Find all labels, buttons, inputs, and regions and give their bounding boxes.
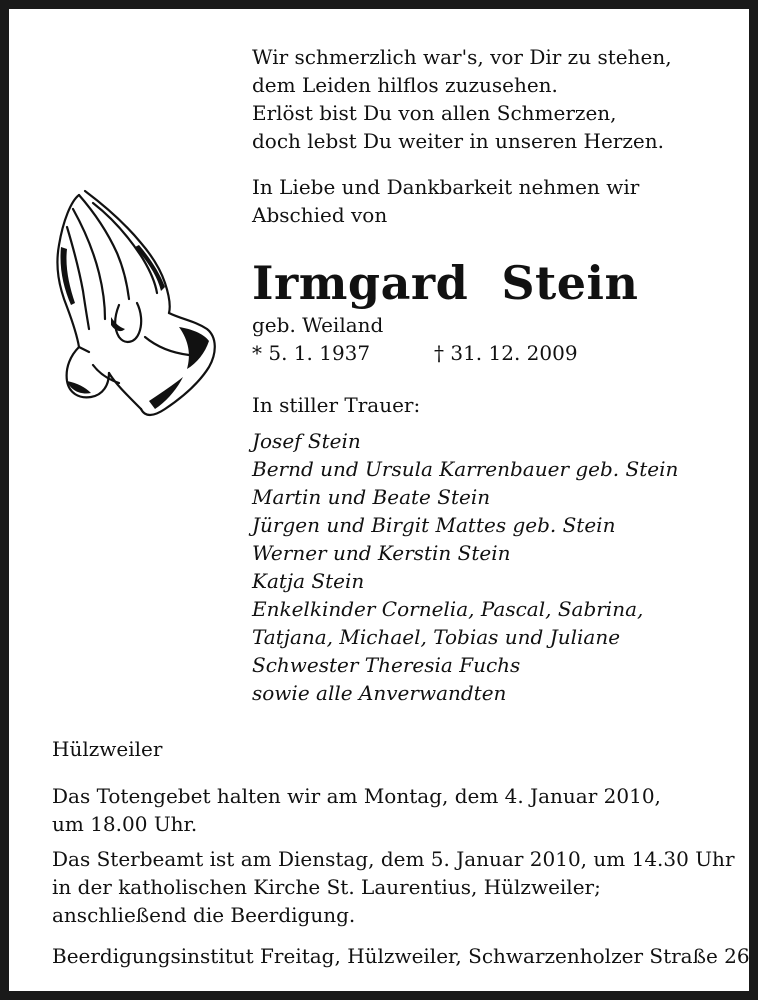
place-name: Hülzweiler: [52, 737, 163, 761]
notice-line: anschließend die Beerdigung.: [52, 903, 356, 927]
death-date: † 31. 12. 2009: [434, 341, 578, 365]
poem-line: doch lebst Du weiter in unseren Herzen.: [252, 129, 664, 153]
undertaker-info: Beerdigungsinstitut Freitag, Hülzweiler, Schwarzenholzer Straße 26: [52, 944, 750, 968]
mourner-line: Bernd und Ursula Karrenbauer geb. Stein: [252, 457, 679, 481]
intro-line: Abschied von: [252, 203, 388, 227]
notice-line: Das Sterbeamt ist am Dienstag, dem 5. Januar 2010, um 14.30 Uhr: [52, 847, 735, 871]
intro-line: In Liebe und Dankbarkeit nehmen wir: [252, 175, 640, 199]
birth-name: geb. Weiland: [252, 313, 384, 337]
intro-text: [252, 173, 639, 229]
birth-date: * 5. 1. 1937: [252, 341, 371, 365]
mourner-line: sowie alle Anverwandten: [252, 681, 507, 705]
mourner-line: Josef Stein: [252, 429, 361, 453]
mourner-line: Katja Stein: [252, 569, 365, 593]
notice-line: in der katholischen Kirche St. Laurentius, Hülzweiler;: [52, 875, 601, 899]
funeral-notice: [52, 845, 735, 929]
notice-line: um 18.00 Uhr.: [52, 812, 198, 836]
mourner-line: Werner und Kerstin Stein: [252, 541, 511, 565]
mourner-line: Schwester Theresia Fuchs: [252, 653, 521, 677]
prayer-notice: [52, 782, 661, 838]
memorial-poem: [252, 43, 672, 155]
mourner-line: Tatjana, Michael, Tobias und Juliane: [252, 625, 621, 649]
mourner-line: Jürgen und Birgit Mattes geb. Stein: [252, 513, 616, 537]
mourning-heading: In stiller Trauer:: [252, 393, 421, 417]
notice-line: Das Totengebet halten wir am Montag, dem 4. Januar 2010,: [52, 784, 661, 808]
mourners-list: [252, 427, 678, 707]
mourner-line: Enkelkinder Cornelia, Pascal, Sabrina,: [252, 597, 644, 621]
mourner-line: Martin und Beate Stein: [252, 485, 491, 509]
poem-line: Erlöst bist Du von allen Schmerzen,: [252, 101, 617, 125]
praying-hands-icon: [49, 187, 219, 423]
poem-line: dem Leiden hilflos zuzusehen.: [252, 73, 558, 97]
deceased-name: Irmgard Stein: [252, 256, 639, 310]
poem-line: Wir schmerzlich war's, vor Dir zu stehen,: [252, 45, 672, 69]
